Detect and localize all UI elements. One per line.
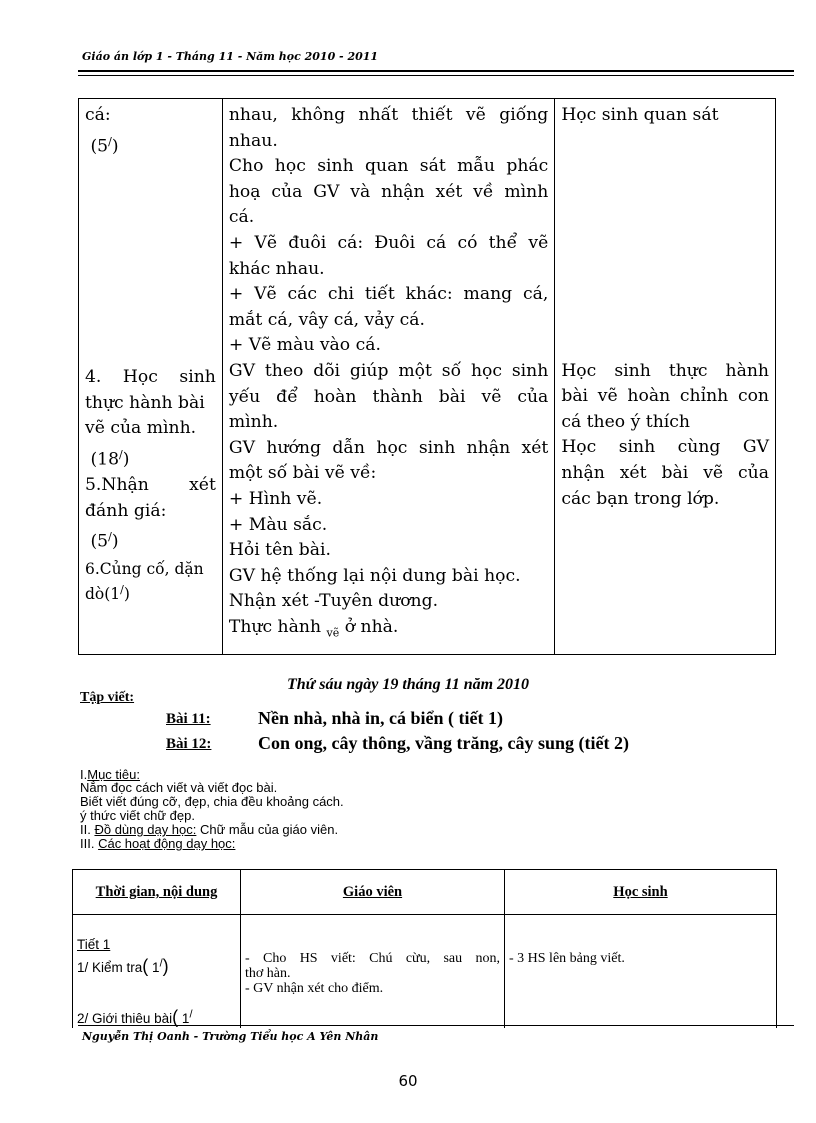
- header-rule-thin: [78, 75, 794, 76]
- text-line: - Cho HS viết: Chú cừu, sau non,: [245, 951, 500, 966]
- text-line: mắt cá, vây cá, vảy cá.: [228, 309, 425, 330]
- text-line: Học sinh cùng GV: [561, 437, 769, 458]
- text-line: bài vẽ hoàn chỉnh con: [561, 386, 769, 407]
- text-line: khác nhau.: [228, 258, 325, 279]
- section-title: đánh giá:: [85, 500, 167, 521]
- text-line: Cho học sinh quan sát mẫu phác: [228, 156, 549, 177]
- section-title: 4. Học sinh: [85, 366, 216, 387]
- text-line: cá.: [228, 207, 255, 228]
- text-line: Thực hành $_{vẽ}$ ở nhà.: [228, 616, 399, 640]
- text-line: GV hướng dẫn học sinh nhận xét: [228, 437, 549, 458]
- text-line: + Vẽ màu vào cá.: [228, 335, 381, 356]
- text-line: + Hình vẽ.: [228, 488, 323, 509]
- student-activity-cell: [555, 99, 776, 655]
- text-line: cá theo ý thích: [561, 411, 690, 432]
- day-heading: Thứ sáu ngày 19 tháng 11 năm 2010: [286, 676, 530, 693]
- text-line: + Màu sắc.: [228, 514, 328, 535]
- section-title: cá:: [85, 105, 111, 125]
- time-content-cell: [79, 99, 223, 655]
- page-number: 60: [398, 1072, 418, 1090]
- activities-table: [72, 869, 777, 1028]
- duration: (5/): [90, 530, 119, 552]
- column-header-student: Học sinh: [505, 870, 777, 915]
- time-content-cell: [73, 915, 241, 1029]
- text-line: yếu để hoàn thành bài vẽ của: [228, 386, 549, 407]
- column-header-time: Thời gian, nội dung: [73, 870, 241, 915]
- lesson-title: Nền nhà, nhà in, cá biển ( tiết 1): [258, 708, 504, 728]
- text-line: Hỏi tên bài.: [228, 540, 331, 561]
- activity-item: 2/ Giới thiêu bài( 1/: [77, 1007, 193, 1027]
- objective-line: Nắm đọc cách viết và viết đọc bài.: [80, 780, 278, 795]
- period-label: Tiết 1: [77, 937, 111, 952]
- text-line: + Vẽ các chi tiết khác: mang cá,: [228, 284, 549, 305]
- text-line: Nhận xét -Tuyên dương.: [228, 591, 439, 612]
- text-line: nhau.: [228, 130, 278, 151]
- text-line: mình.: [228, 412, 279, 433]
- section-title: 5.Nhận xét: [85, 475, 216, 496]
- column-header-teacher: Giáo viên: [241, 870, 505, 915]
- section-title: thực hành bài: [85, 392, 205, 413]
- text-line: Học sinh thực hành: [561, 360, 769, 381]
- lesson-table-continued: [78, 98, 776, 655]
- lesson-label: Bài 11:: [166, 711, 211, 727]
- activities-heading: III. Các hoạt động dạy học:: [80, 836, 236, 851]
- text-line: thơ hàn.: [245, 966, 291, 981]
- page-header: Giáo án lớp 1 - Tháng 11 - Năm học 2010 - 2011: [82, 50, 379, 63]
- student-activity-cell: [505, 915, 777, 1029]
- materials-line: II. Đồ dùng dạy học: Chữ mẫu của giáo viên.: [80, 822, 339, 837]
- text-line: Học sinh quan sát: [561, 105, 719, 125]
- header-rule-thick: [78, 70, 794, 72]
- teacher-activity-cell: [241, 915, 505, 1029]
- activity-item: 1/ Kiểm tra( 1/): [77, 956, 169, 976]
- teacher-activity-cell: [222, 99, 554, 655]
- text-line: hoạ của GV và nhận xét về mình: [228, 181, 549, 202]
- text-line: - GV nhận xét cho điểm.: [245, 981, 384, 996]
- section-title: vẽ của mình.: [85, 418, 197, 439]
- duration: dò(1/): [85, 582, 130, 603]
- text-line: nhận xét bài vẽ của: [561, 462, 769, 483]
- footer-rule: [78, 1025, 794, 1026]
- duration: (5/): [90, 134, 119, 157]
- lesson-title: Con ong, cây thông, vầng trăng, cây sung (tiết 2): [258, 733, 630, 753]
- objective-line: ý thức viết chữ đẹp.: [80, 808, 195, 823]
- subject-heading: Tập viết:: [80, 690, 135, 705]
- text-line: một số bài vẽ về:: [228, 463, 377, 484]
- text-line: các bạn trong lớp.: [561, 488, 720, 509]
- lesson-label: Bài 12:: [166, 736, 212, 752]
- section-title: 6.Củng cố, dặn: [85, 559, 204, 578]
- text-line: GV theo dõi giúp một số học sinh: [228, 360, 549, 381]
- page-footer: Nguyễn Thị Oanh - Trường Tiểu học A Yên Nhân: [82, 1030, 379, 1043]
- duration: (18/): [90, 447, 130, 470]
- objectives-heading: I.Mục tiêu:: [80, 767, 140, 782]
- text-line: + Vẽ đuôi cá: Đuôi cá có thể vẽ: [228, 232, 549, 253]
- objective-line: Biết viết đúng cỡ, đẹp, chia đều khoảng cách.: [80, 794, 344, 809]
- text-line: nhau, không nhất thiết vẽ giống: [228, 105, 549, 125]
- text-line: GV hệ thống lại nội dung bài học.: [228, 565, 521, 586]
- text-line: - 3 HS lên bảng viết.: [509, 951, 625, 966]
